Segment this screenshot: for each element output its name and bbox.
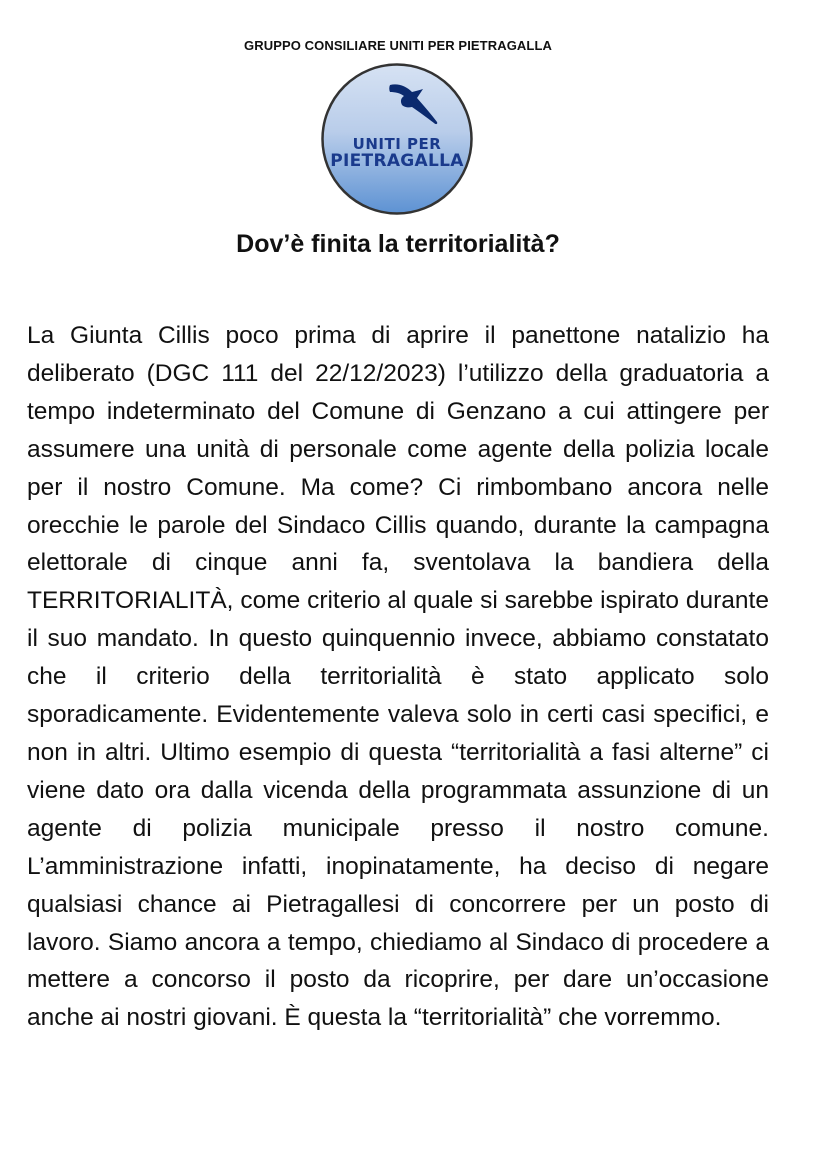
logo-text-line1: UNITI PER	[352, 135, 442, 153]
party-logo	[320, 62, 474, 216]
body-paragraph: La Giunta Cillis poco prima di aprire il panettone natalizio ha deliberato (DGC 111 del 22/12/2023) l’utilizzo della graduatoria a tempo indeterminato del Comune di Genzano a cui attingere per assumere una unità di personale come agente della polizia locale per il nostro Comune. Ma come? Ci rimbombano ancora nelle orecchie le parole del Sindaco Cillis quando, durante la campagna elettorale di cinque anni fa, sventolava la bandiera della TERRITORIALITÀ, come criterio al quale si sarebbe ispirato durante il suo mandato. In questo quinquennio invece, abbiamo constatato che il criterio della territorialità è stato applicato solo sporadicamente. Evidentemente valeva solo in certi casi specifici, e non in altri. Ultimo esempio di questa “territorialità a fasi alterne” ci viene dato ora dalla vicenda della programmata assunzione di un agente di polizia municipale presso il nostro comune. L’amministrazione infatti, inopinatamente, ha deciso di negare qualsiasi chance ai Pietragallesi di concorrere per un posto di lavoro. Siamo ancora a tempo, chiediamo al Sindaco di procedere a mettere a concorso il posto da ricoprire, per dare un’occasione anche ai nostri giovani. È questa la “territorialità” che vorremmo.	[27, 322, 769, 1032]
group-name-header: GRUPPO CONSILIARE UNITI PER PIETRAGALLA	[244, 38, 552, 53]
logo-text-line2: PIETRAGALLA	[330, 151, 464, 171]
page-title: Dov’è finita la territorialità?	[236, 230, 560, 258]
